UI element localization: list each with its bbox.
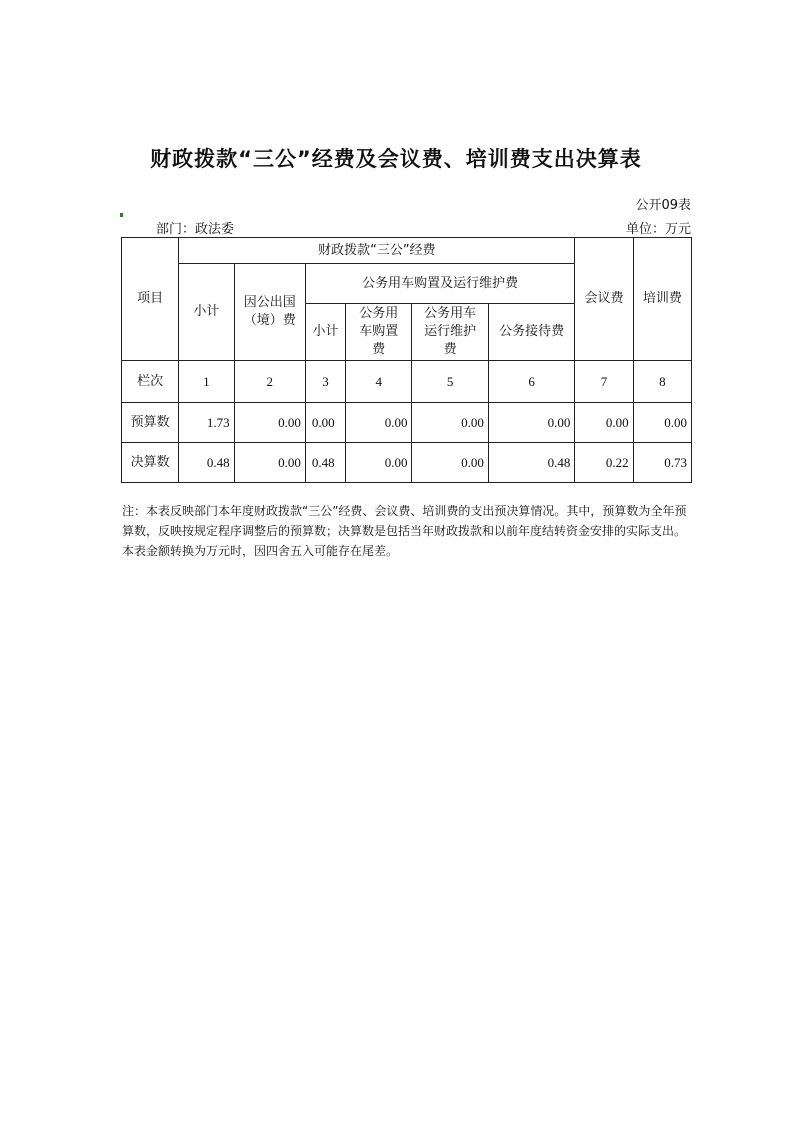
header-item: 项目 [122, 238, 179, 361]
header-abroad: 因公出国（境）费 [234, 264, 305, 361]
table-cell: 0.00 [234, 443, 305, 483]
table-cell: 0.00 [305, 403, 345, 443]
header-vehicle-operation: 公务用车运行维护费 [412, 304, 488, 361]
header-training: 培训费 [633, 238, 691, 361]
table-cell: 4 [346, 361, 412, 403]
footnote: 注：本表反映部门本年度财政拨款“三公”经费、会议费、培训费的支出预决算情况。其中，预算数为全年预算数，反映按规定程序调整后的预算数；决算数是包括当年财政拨款和以前年度结转资金安排的实际支出。本表金额转换为万元时，因四舍五入可能存在尾差。 [122, 504, 687, 558]
table-cell: 0.22 [575, 443, 633, 483]
row-label: 预算数 [122, 403, 179, 443]
table-cell: 0.48 [488, 443, 575, 483]
header-vehicle-purchase: 公务用车购置费 [346, 304, 412, 361]
table-cell: 8 [633, 361, 691, 403]
corner-mark [120, 213, 123, 217]
header-subtotal: 小计 [179, 264, 234, 361]
table-cell: 0.73 [633, 443, 691, 483]
table-cell: 0.00 [575, 403, 633, 443]
table-row [122, 443, 692, 483]
row-label: 决算数 [122, 443, 179, 483]
table-cell: 0.00 [346, 403, 412, 443]
header-vehicle-group: 公务用车购置及运行维护费 [305, 264, 574, 304]
header-meeting: 会议费 [575, 238, 633, 361]
table-cell: 6 [488, 361, 575, 403]
department-label: 部门：政法委 [156, 222, 235, 237]
table-cell: 0.00 [488, 403, 575, 443]
table-cell: 1.73 [179, 403, 234, 443]
table-cell: 0.00 [346, 443, 412, 483]
table-cell: 0.48 [305, 443, 345, 483]
form-number: 公开09表 [635, 198, 691, 213]
table-cell: 2 [234, 361, 305, 403]
header-reception: 公务接待费 [488, 304, 575, 361]
table-cell: 0.48 [179, 443, 234, 483]
table-cell: 0.00 [234, 403, 305, 443]
table-cell: 0.00 [412, 443, 488, 483]
table-cell: 3 [305, 361, 345, 403]
table-cell: 1 [179, 361, 234, 403]
table-cell: 7 [575, 361, 633, 403]
row-label: 栏次 [122, 361, 179, 403]
table-cell: 0.00 [412, 403, 488, 443]
table-cell: 0.00 [633, 403, 691, 443]
header-vehicle-subtotal: 小计 [305, 304, 345, 361]
table-row [122, 361, 692, 403]
page-title: 财政拨款“三公”经费及会议费、培训费支出决算表 [150, 147, 642, 171]
expense-table [121, 237, 692, 483]
unit-label: 单位：万元 [625, 222, 691, 237]
table-row [122, 403, 692, 443]
header-three-public: 财政拨款“三公”经费 [179, 238, 575, 264]
table-cell: 5 [412, 361, 488, 403]
